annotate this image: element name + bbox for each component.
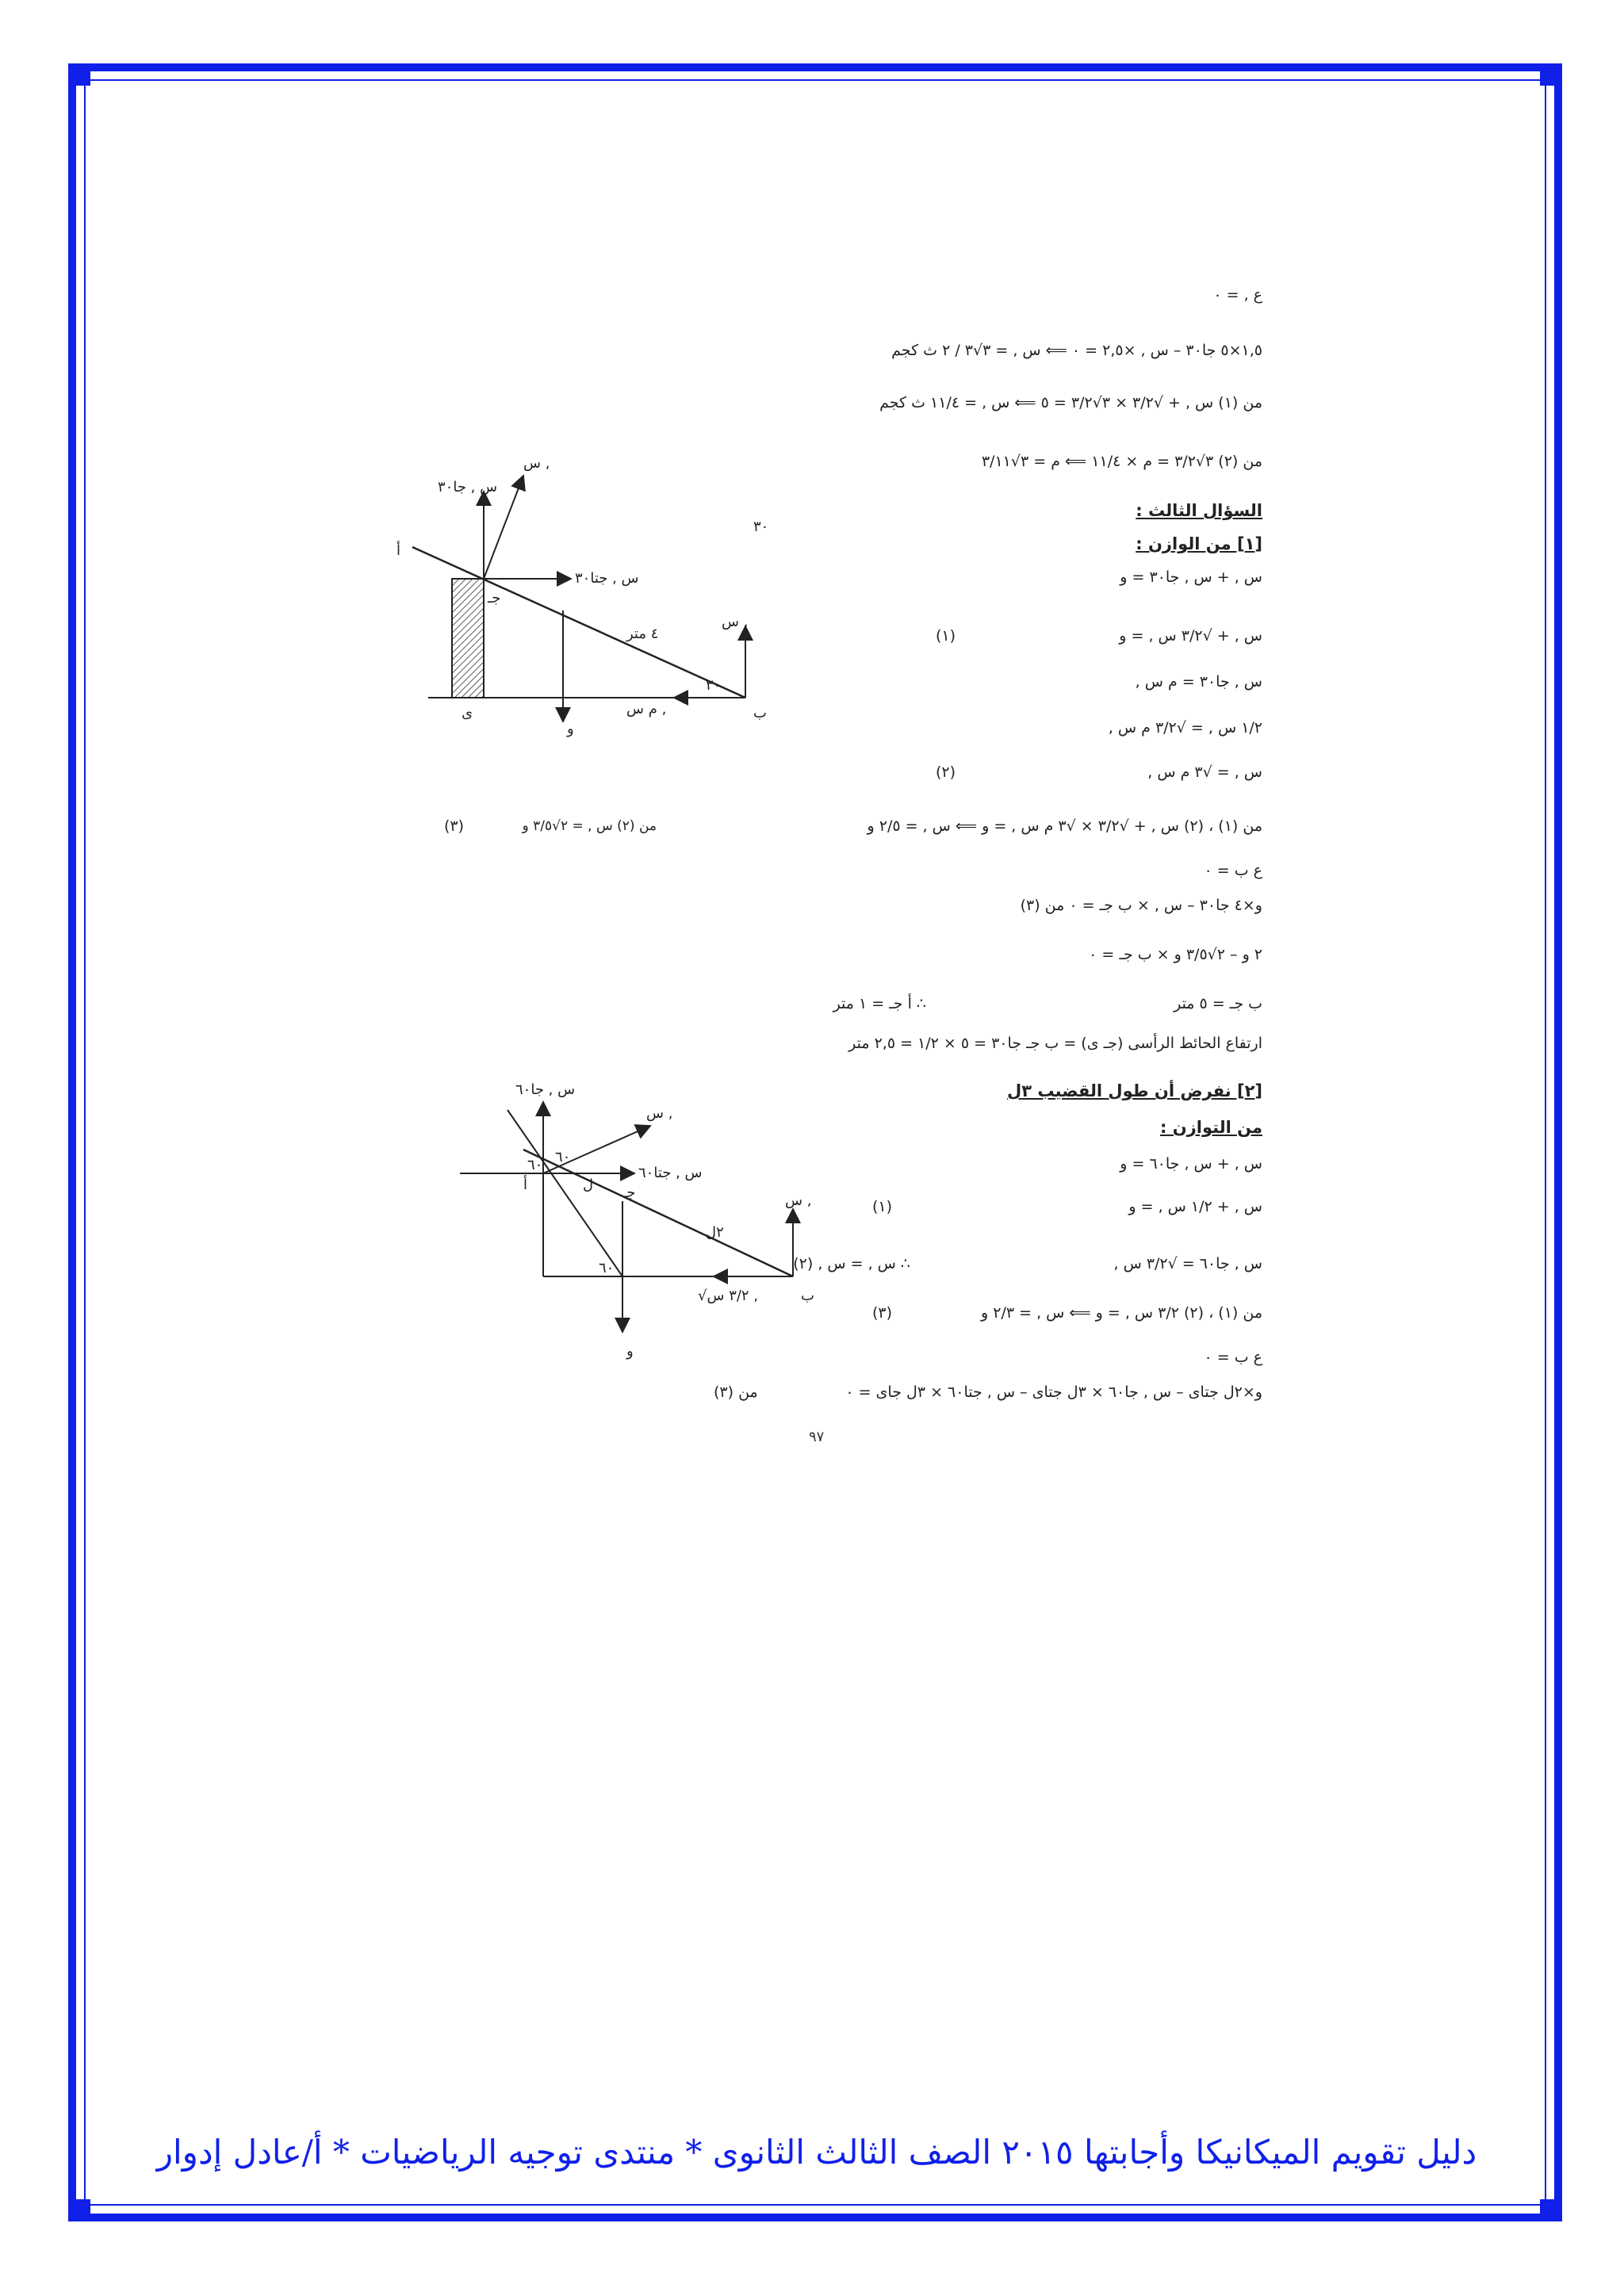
equation-line: من (١) س , + √٣/٢ × ٣√٣/٢ = ٥ ⟸ س , = ١١/٤ ث كجم [879,394,1262,411]
equation-tag: (١) [872,1198,893,1215]
equation-line: من (٢) ٣√٣/٢ = م × ١١/٤ ⟸ م = ٣√٣/١١ [981,453,1262,470]
wall-shape [452,579,484,698]
label-y: ى [462,705,473,721]
equation-line: و×٤ جا٣٠ – س , × ب جـ = ٠ من (٣) [1020,897,1262,914]
label-angle: ٣٠ [706,677,722,694]
equation-line: ∴ أ جـ = ١ متر [833,995,926,1012]
equation-line: و×٢ل جتاى – س , جا٦٠ × ٣ل جتاى – س , جتا٦٠ × ٣ل جاى = ٠ [845,1383,1262,1401]
equation-line: س , + س , جا٣٠ = و [1120,568,1262,586]
equation-line: ١/٢ س , = √٣/٢ م س , [1108,719,1262,737]
equation-tag: (٢) [936,763,956,781]
label-len: ٤ متر [626,626,659,642]
label-b: ب [753,705,767,721]
label-b: ب [801,1288,814,1304]
label-w: و [567,721,574,737]
label-angle: ٦٠ [599,1260,615,1276]
force-arrow [484,563,555,579]
equation-tag: من (٣) [714,1383,758,1401]
label-j: جـ [622,1184,636,1201]
equation-tag: (٣) [444,817,465,835]
label-s2: س , [722,614,749,630]
equation-line: س , جا٦٠ = √٣/٢ س , [1113,1255,1262,1272]
label-a: أ [396,542,401,559]
equation-line: س , جا٣٠ = م س , [1135,673,1262,691]
label-angle: ٦٠ [527,1157,543,1173]
subsection-heading: [٢] نفرض أن طول القضيب ٣ل [1007,1081,1262,1100]
equation-line: من (١) ، (٢) ٣/٢ س , = و ⟸ س , = ٢/٣ و [981,1304,1262,1322]
label-s2: س , [785,1192,812,1209]
equation-line: ∴ س , = س , (٢) [793,1255,910,1272]
rod-line-steep [508,1110,622,1276]
ladder-diagram-1 [365,444,793,737]
label-s1: س , [523,455,550,472]
label-a: أ [523,1177,528,1193]
equation-line: س , + س , جا٦٠ = و [1120,1155,1262,1173]
label-w: و [626,1343,634,1360]
subsection-heading: [١] من الوازن : [1136,534,1262,553]
equation-tag: (١) [936,627,956,645]
equation-line: ب جـ = ٥ متر [1174,995,1262,1012]
equation-line: س , + ١/٢ س , = و [1128,1198,1262,1215]
equation-line: س , = √٣ م س , [1147,763,1262,781]
frame-corner-tl [68,63,90,86]
equation-line: من (١) ، (٢) س , + √٣/٢ × √٣ م س , = و ⟸ س , = ٢/٥ و [867,817,1262,835]
page-footer: دليل تقويم الميكانيكا وأجابتها ٢٠١٥ الصف الثالث الثانوى * منتدى توجيه الرياضيات * أ/عادل إدوار [156,2133,1477,2172]
label-j: جـ [488,590,501,607]
label-s1: س , [646,1105,673,1122]
label-s1sin: س , جا٣٠ [438,479,498,496]
section-heading: السؤال الثالث : [1136,501,1262,520]
frame-corner-br [1540,2199,1562,2221]
label-s1sin: س , جا٦٠ [515,1081,576,1098]
equation-line: ارتفاع الحائط الرأسى (جـ ى) = ب جـ جا٣٠ = ٥ × ١/٢ = ٢,٥ متر [848,1035,1262,1052]
label-2l: ٢ل [706,1224,724,1241]
label-s1cos: س , جتا٦٠ [638,1165,703,1181]
label-angle: ٣٠ [753,519,769,535]
label-angle: ٦٠ [555,1149,571,1165]
rod-diagram-2 [444,1062,825,1364]
subsection-heading: من التوازن : [1160,1118,1262,1137]
label-s1cos: س , جتا٣٠ [575,570,639,587]
equation-line: ع ب = ٠ [1204,1349,1262,1366]
page-number: ٩٧ [809,1429,825,1445]
equation-tag: (٣) [872,1304,893,1322]
equation-line: ع , = ٠ [1213,286,1262,304]
frame-corner-bl [68,2199,90,2221]
equation-line: س , + √٣/٢ س , = و [1119,627,1262,645]
equation-line: ٢ و – ٢√٣/٥ و × ب جـ = ٠ [1089,946,1262,963]
frame-corner-tr [1540,63,1562,86]
equation-line: ١,٥×٥ جا٣٠ – س , ×٢,٥ = ٠ ⟸ س , = ٣√٣ / ٢ ث كجم [891,342,1262,359]
label-ms2: م س , [626,701,667,718]
equation-line: ع ب = ٠ [1204,862,1262,879]
equation-line: من (٢) س , = ٢√٣/٥ و [522,818,657,834]
label-ms2: √٣/٢ س , [698,1288,759,1304]
label-l: ل [583,1177,594,1193]
